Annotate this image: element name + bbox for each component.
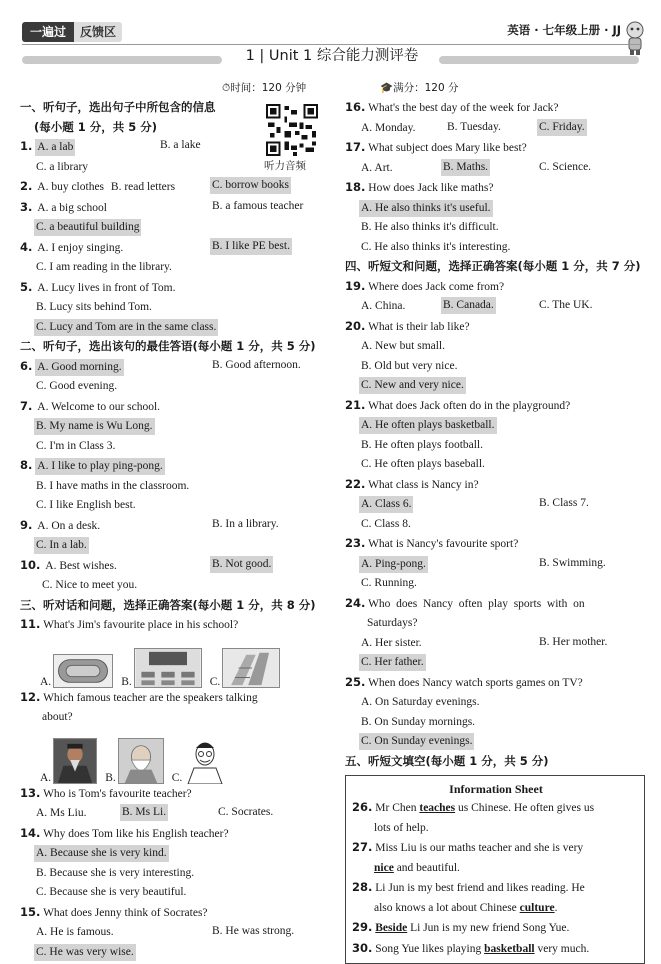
option-c: C. Running. xyxy=(361,577,417,589)
question-1: 1. A. a lab B. a lake xyxy=(20,137,322,158)
option-a: A. He often plays basketball. xyxy=(359,417,497,434)
item-text-after: Li Jun is my new friend Song Yue. xyxy=(407,922,570,934)
question-number: 11 xyxy=(20,617,37,631)
question-text: What's the best day of the week for Jack? xyxy=(368,102,559,114)
question-14-option-b-row xyxy=(20,864,322,884)
option-c: C. Lucy and Tom are in the same class. xyxy=(34,319,218,336)
option-b: B. Maths. xyxy=(441,159,490,176)
option-b: B. Canada. xyxy=(441,297,496,314)
question-11-images xyxy=(20,636,322,688)
option-b: B. a famous teacher xyxy=(212,199,304,212)
option-b-label: B. xyxy=(121,675,132,688)
qr-label: 听力音频 xyxy=(264,160,306,172)
question-text-line-2: Saturdays? xyxy=(367,617,418,629)
option-a-label: A. xyxy=(40,675,52,688)
time-limit xyxy=(222,80,306,95)
option-b: B. read letters xyxy=(110,181,176,193)
section-2-title: 二、听句子，选出该句的最佳答语(每小题 1 分，共 5 分) xyxy=(20,339,316,353)
fill-item-30: 30. Song Yue likes playing basketball very much. xyxy=(352,940,590,955)
section-4-title: 四、听短文和问题，选择正确答案(每小题 1 分，共 7 分) xyxy=(345,259,641,273)
question-5-option-c-row xyxy=(20,318,322,338)
section-1-subtitle: (每小题 1 分，共 5 分) xyxy=(34,119,158,134)
option-b: B. Lucy sits behind Tom. xyxy=(36,301,152,313)
option-a: A. Welcome to our school. xyxy=(37,400,161,413)
question-7: 7. A. Welcome to our school. xyxy=(20,397,322,418)
question-number: 22 xyxy=(345,476,362,491)
option-b: B. Ms Li. xyxy=(120,804,168,821)
option-c: C. He often plays baseball. xyxy=(361,458,485,470)
question-17: 17. What subject does Mary like best? xyxy=(345,140,527,154)
option-b: B. Old but very nice. xyxy=(361,359,458,372)
option-a: A. On a desk. xyxy=(37,519,101,532)
item-text-after: very much. xyxy=(534,942,590,955)
item-text-after: . xyxy=(554,901,558,914)
title-bar xyxy=(22,44,642,68)
question-16: 16. What's the best day of the week for Jack? xyxy=(345,100,559,114)
option-c: C. Good evening. xyxy=(36,380,118,392)
option-a: A. Good morning. xyxy=(35,359,123,376)
option-c: C. a beautiful building xyxy=(34,219,141,236)
question-18-option-a-row xyxy=(345,199,645,219)
question-number: 3 xyxy=(20,199,29,214)
question-number: 6 xyxy=(20,358,29,373)
option-c: C. He also thinks it's interesting. xyxy=(361,240,511,253)
classroom-image xyxy=(134,648,202,688)
question-22: 22. What class is Nancy in? xyxy=(345,476,479,491)
option-c-label: C. xyxy=(209,675,221,688)
question-number: 9 xyxy=(20,517,29,532)
question-4: 4. A. I enjoy singing. B. I like PE best. xyxy=(20,238,322,259)
information-sheet-title: Information Sheet xyxy=(449,782,543,796)
question-text: What subject does Mary like best? xyxy=(368,142,527,154)
option-c: C. Class 8. xyxy=(361,517,411,530)
option-b: B. On Sunday mornings. xyxy=(361,715,476,728)
question-number: 24 xyxy=(345,595,362,610)
question-number: 20 xyxy=(345,318,362,333)
question-19-options xyxy=(345,297,645,317)
question-2: 2. A. buy clothes B. read letters C. borrow books xyxy=(20,177,322,198)
question-number: 5 xyxy=(20,279,29,294)
question-number: 16 xyxy=(345,100,362,114)
item-text: Mr Chen xyxy=(375,802,420,814)
item-number: 29 xyxy=(352,920,369,934)
library-image xyxy=(222,648,280,688)
option-b-label: B. xyxy=(105,771,116,784)
answer-blank: basketball xyxy=(484,942,535,955)
question-16-options xyxy=(345,119,645,139)
full-score xyxy=(380,80,458,95)
option-b: B. a lake xyxy=(160,139,201,151)
item-text-line-2: also knows a lot about Chinese xyxy=(374,901,520,914)
item-text-after: us Chinese. He often gives us xyxy=(455,802,595,814)
question-8-option-b-row xyxy=(20,477,322,497)
item-number: 30 xyxy=(352,940,369,955)
option-b: B. My name is Wu Long. xyxy=(34,418,155,435)
option-c: C. borrow books xyxy=(210,177,291,194)
option-b: B. Class 7. xyxy=(539,497,589,509)
option-a: A. Ms Liu. xyxy=(36,807,87,819)
option-c: C. Friday. xyxy=(537,119,587,136)
question-text: How does Jack like maths? xyxy=(368,182,494,194)
option-a: A. a big school xyxy=(37,201,107,214)
question-15: 15. What does Jenny think of Socrates? xyxy=(20,904,208,919)
option-c: C. On Sunday evenings. xyxy=(359,733,474,750)
question-number: 8 xyxy=(20,458,29,472)
playground-image xyxy=(53,654,113,688)
option-a: A. Class 6. xyxy=(359,496,413,513)
question-number: 15 xyxy=(20,904,37,919)
question-15-options xyxy=(20,923,322,943)
question-12-images xyxy=(20,728,322,784)
score-text: 满分：120 分 xyxy=(393,82,459,94)
option-c: C. I am reading in the library. xyxy=(36,261,172,273)
question-10-option-c-row xyxy=(20,576,322,596)
question-text: What is Nancy's favourite sport? xyxy=(368,538,519,550)
question-number: 4 xyxy=(20,239,29,254)
question-14-option-a-row xyxy=(20,844,322,864)
option-a: A. He also thinks it's useful. xyxy=(359,200,493,217)
option-a: A. I enjoy singing. xyxy=(37,241,124,254)
question-9-option-c-row xyxy=(20,536,322,556)
question-24-options xyxy=(345,634,645,654)
option-a: A. Lucy lives in front of Tom. xyxy=(37,281,176,294)
option-a: A. Best wishes. xyxy=(45,559,117,572)
question-12-text-continued xyxy=(20,708,322,728)
fill-item-29: 29. Beside Li Jun is my new friend Song Yue. xyxy=(352,920,570,934)
question-22-options xyxy=(345,495,645,515)
option-c: C. Because she is very beautiful. xyxy=(36,886,187,898)
option-a: A. Art. xyxy=(361,161,393,174)
section-5-title: 五、听短文填空(每小题 1 分，共 5 分) xyxy=(345,753,549,768)
option-c: C. I'm in Class 3. xyxy=(36,439,116,452)
answer-blank: nice xyxy=(374,861,394,874)
question-14: 14. Why does Tom like his English teacher? xyxy=(20,825,229,840)
option-c: C. Socrates. xyxy=(218,806,274,818)
option-c: C. Science. xyxy=(539,160,592,173)
book-id: 英语 · 七年级上册 · JJ xyxy=(507,23,621,37)
cap-icon: 🎓 xyxy=(380,82,394,94)
question-text: What's Jim's favourite place in his school? xyxy=(43,619,239,631)
question-6: 6. A. Good morning. B. Good afternoon. xyxy=(20,357,322,378)
option-a: A. a lab xyxy=(35,139,75,156)
option-b: B. Good afternoon. xyxy=(212,358,301,371)
question-text: What is their lab like? xyxy=(368,320,470,333)
question-text: Why does Tom like his English teacher? xyxy=(43,827,229,840)
option-b: B. Her mother. xyxy=(539,635,608,648)
question-text: Where does Jack come from? xyxy=(368,280,505,293)
question-number: 18 xyxy=(345,180,362,194)
question-9: 9. A. On a desk. B. In a library. xyxy=(20,516,322,537)
question-text: Which famous teacher are the speakers talking xyxy=(43,691,258,704)
item-text: Miss Liu is our maths teacher and she is very xyxy=(375,842,584,854)
option-a: A. Ping-pong. xyxy=(359,556,428,573)
option-b: B. In a library. xyxy=(212,517,279,530)
question-10: 10. A. Best wishes. B. Not good. xyxy=(20,556,322,577)
question-23: 23. What is Nancy's favourite sport? xyxy=(345,536,519,550)
question-3: 3. A. a big school B. a famous teacher xyxy=(20,198,322,219)
page-header xyxy=(0,0,661,70)
option-c: C. I like English best. xyxy=(36,499,136,511)
item-text: Song Yue likes playing xyxy=(375,942,485,955)
option-a-label: A. xyxy=(40,771,52,784)
option-a: A. New but small. xyxy=(361,340,446,352)
option-a: A. I like to play ping-pong. xyxy=(35,458,165,475)
question-text: Who is Tom's favourite teacher? xyxy=(43,787,192,800)
question-5: 5. A. Lucy lives in front of Tom. xyxy=(20,278,322,299)
question-13: 13. Who is Tom's favourite teacher? xyxy=(20,785,192,800)
item-text-after: and beautiful. xyxy=(393,861,460,874)
question-number: 2 xyxy=(20,179,29,193)
question-text: Who does Nancy often play sports with on xyxy=(368,597,585,610)
question-text-line-2: about? xyxy=(42,711,73,723)
question-text: What does Jack often do in the playground? xyxy=(368,399,571,412)
question-number: 13 xyxy=(20,785,37,800)
option-c: C. New and very nice. xyxy=(359,377,466,394)
teacher-portrait-image xyxy=(184,738,226,784)
option-b: B. He was strong. xyxy=(212,925,295,937)
question-24: 24. Who does Nancy often play sports with on xyxy=(345,595,585,610)
question-text: When does Nancy watch sports games on TV? xyxy=(368,676,583,689)
question-12: 12. Which famous teacher are the speakers talking xyxy=(20,689,258,704)
option-b: B. I like PE best. xyxy=(210,238,292,255)
answer-blank: Beside xyxy=(375,922,408,934)
feedback-badge xyxy=(22,22,122,42)
question-number: 19 xyxy=(345,278,362,293)
option-c: C. He was very wise. xyxy=(34,944,136,961)
answer-blank: teaches xyxy=(419,802,456,814)
option-a: A. On Saturday evenings. xyxy=(361,696,480,708)
question-25-option-a-row xyxy=(345,693,645,713)
question-7-option-c-row xyxy=(20,437,322,457)
left-column xyxy=(20,98,322,962)
question-18: 18. How does Jack like maths? xyxy=(345,180,494,194)
time-text: 时间：120 分钟 xyxy=(230,82,307,94)
question-13-options xyxy=(20,804,322,824)
option-b: B. I have maths in the classroom. xyxy=(36,479,190,492)
question-3-option-c-row xyxy=(20,218,322,238)
question-21: 21. What does Jack often do in the playground? xyxy=(345,397,571,412)
option-c: C. Her father. xyxy=(359,654,426,671)
question-21-option-a-row xyxy=(345,416,645,436)
question-17-options xyxy=(345,159,645,179)
item-text: Li Jun is my best friend and likes reading. He xyxy=(375,882,585,894)
question-25-option-c-row xyxy=(345,732,645,752)
clock-icon: ⏱ xyxy=(222,82,231,94)
socrates-image xyxy=(118,738,164,784)
fill-item-27: 27. Miss Liu is our maths teacher and she is very nice and beautiful. xyxy=(352,840,584,874)
question-20-option-c-row xyxy=(345,376,645,396)
question-6-option-c-row xyxy=(20,377,322,397)
question-19: 19. Where does Jack come from? xyxy=(345,278,505,293)
question-20-option-b-row xyxy=(345,357,645,377)
item-number: 26 xyxy=(352,800,369,814)
right-column xyxy=(345,98,645,964)
question-25-option-b-row xyxy=(345,713,645,733)
question-14-option-c-row xyxy=(20,883,322,903)
item-number: 27 xyxy=(352,840,369,854)
question-4-option-c-row xyxy=(20,258,322,278)
option-b: B. He also thinks it's difficult. xyxy=(361,221,499,233)
question-1-option-c-row xyxy=(20,158,322,178)
section-1-title: 一、听句子，选出句子中所包含的信息 xyxy=(20,100,216,114)
question-5-option-b-row xyxy=(20,298,322,318)
question-25: 25. When does Nancy watch sports games on TV? xyxy=(345,674,583,689)
question-22-option-c-row xyxy=(345,515,645,535)
question-number: 21 xyxy=(345,397,362,412)
question-number: 1 xyxy=(20,139,29,153)
question-15-option-c-row xyxy=(20,943,322,963)
question-text: What class is Nancy in? xyxy=(368,478,479,491)
option-c: C. The UK. xyxy=(539,299,593,311)
fill-item-28: 28. Li Jun is my best friend and likes reading. He also knows a lot about Chinese culture. xyxy=(352,880,585,914)
question-23-option-c-row xyxy=(345,574,645,594)
option-a: A. Because she is very kind. xyxy=(34,845,169,862)
question-18-option-c-row xyxy=(345,238,645,258)
item-number: 28 xyxy=(352,880,369,894)
question-7-option-b-row xyxy=(20,417,322,437)
option-a: A. buy clothes xyxy=(37,181,105,193)
option-c: C. Nice to meet you. xyxy=(42,579,138,591)
fill-item-26: 26. Mr Chen teaches us Chinese. He often gives us lots of help. xyxy=(352,798,640,838)
item-text-line-2: lots of help. xyxy=(374,821,429,834)
question-23-options xyxy=(345,555,645,575)
question-24-text-continued xyxy=(345,614,645,634)
question-number: 14 xyxy=(20,825,37,840)
option-b: B. He often plays football. xyxy=(361,438,484,451)
question-11: 11. What's Jim's favourite place in his school? xyxy=(20,617,239,631)
option-b: B. Not good. xyxy=(210,556,273,573)
question-number: 25 xyxy=(345,674,362,689)
option-a: A. He is famous. xyxy=(36,926,114,938)
question-18-option-b-row xyxy=(345,218,645,238)
option-b: B. Because she is very interesting. xyxy=(36,866,195,879)
option-a: A. Monday. xyxy=(361,121,416,134)
question-21-option-b-row xyxy=(345,436,645,456)
option-a: A. Her sister. xyxy=(361,636,422,649)
option-a: A. China. xyxy=(361,300,406,312)
option-c: C. In a lab. xyxy=(34,537,89,554)
question-24-option-c-row xyxy=(345,653,645,673)
badge-feedback: 反馈区 xyxy=(74,22,122,42)
section-3-title: 三、听对话和问题，选择正确答案(每小题 1 分，共 8 分) xyxy=(20,597,316,612)
question-number: 17 xyxy=(345,140,362,154)
option-c-label: C. xyxy=(171,771,183,784)
option-b: B. Swimming. xyxy=(539,556,606,569)
question-number: 10 xyxy=(20,557,37,572)
question-20: 20. What is their lab like? xyxy=(345,318,470,333)
option-c: C. a library xyxy=(36,160,89,173)
confucius-image xyxy=(53,738,97,784)
option-b: B. Tuesday. xyxy=(447,120,501,133)
question-8: 8. A. I like to play ping-pong. xyxy=(20,456,322,477)
question-21-option-c-row xyxy=(345,455,645,475)
question-number: 23 xyxy=(345,536,362,550)
question-text: What does Jenny think of Socrates? xyxy=(43,906,208,919)
question-number: 12 xyxy=(20,689,37,704)
question-20-option-a-row xyxy=(345,337,645,357)
question-8-option-c-row xyxy=(20,496,322,516)
badge-series: 一遍过 xyxy=(22,22,74,42)
information-sheet xyxy=(345,775,645,964)
question-number: 7 xyxy=(20,398,29,413)
page-title: 1 | Unit 1 综合能力测评卷 xyxy=(245,48,419,64)
answer-blank: culture xyxy=(519,901,555,914)
